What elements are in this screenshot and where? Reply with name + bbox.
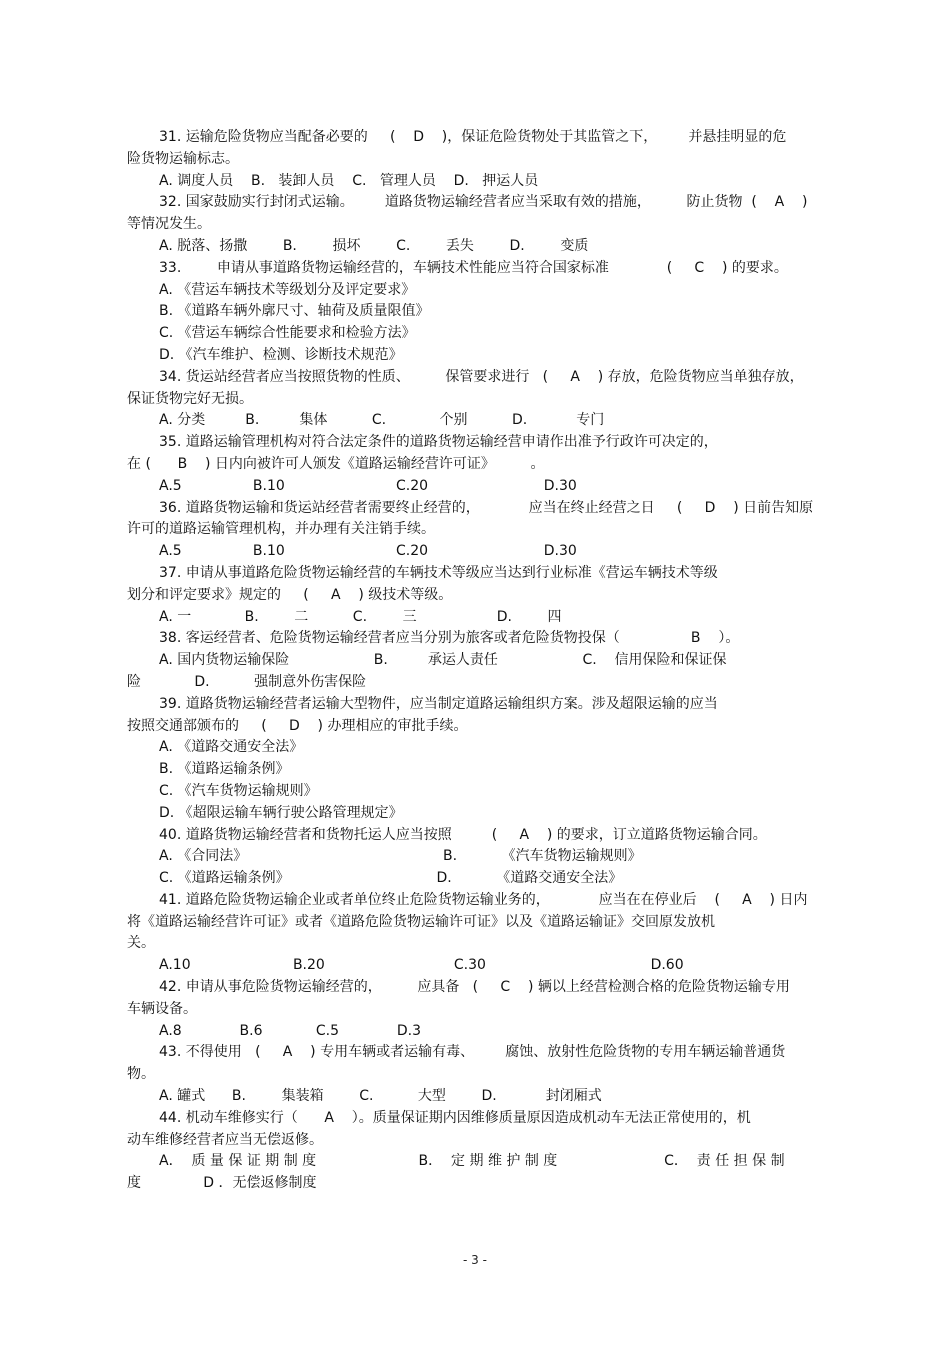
text-line: A. 罐式 B. 集装箱 C. 大型 D. 封闭厢式 <box>159 1088 602 1105</box>
text-line: A. 一 B. 二 C. 三 D. 四 <box>159 608 562 625</box>
text-line: 42. 申请从事危险货物运输经营的， 应具备 ( C ) 辆以上经营检测合格的危险货物运输专用 <box>159 979 790 996</box>
text-line: 40. 道路货物运输经营者和货物托运人应当按照 ( A ) 的要求，订立道路货物运输合同。 <box>159 826 767 843</box>
text-line: 物。 <box>127 1066 155 1083</box>
text-line: 险 D. 强制意外伤害保险 <box>127 673 367 690</box>
text-line: 44. 机动车维修实行（ A ）。质量保证期内因维修质量原因造成机动车无法正常使用的，机 <box>159 1109 751 1126</box>
text-line: A.5 B.10 C.20 D.30 <box>159 543 577 560</box>
text-line: C. 《道路运输条例》 D. 《道路交通安全法》 <box>159 870 623 887</box>
text-line: 在 ( B ) 日内向被许可人颁发《道路运输经营许可证》 。 <box>127 455 545 472</box>
text-line: A. 《合同法》 B. 《汽车货物运输规则》 <box>159 848 642 865</box>
text-line: 34. 货运站经营者应当按照货物的性质、 保管要求进行 ( A ) 存放，危险货物应当单独存放， <box>159 368 804 385</box>
text-line: A． 质 量 保 证 期 制 度 B． 定 期 维 护 制 度 C． 责 任 担 保 制 <box>159 1153 785 1170</box>
text-line: 保证货物完好无损。 <box>127 390 253 407</box>
text-line: A.5 B.10 C.20 D.30 <box>159 477 577 494</box>
text-line: 43. 不得使用 ( A ) 专用车辆或者运输有毒、 腐蚀、放射性危险货物的专用车辆运输普通货 <box>159 1044 786 1061</box>
text-line: A. 国内货物运输保险 B. 承运人责任 C. 信用保险和保证保 <box>159 652 727 669</box>
text-line: 37. 申请从事道路危险货物运输经营的车辆技术等级应当达到行业标准《营运车辆技术等级 <box>159 564 718 581</box>
text-line: A.10 B.20 C.30 D.60 <box>159 957 684 974</box>
page-number: - 3 - <box>463 1253 487 1267</box>
text-line: 39. 道路货物运输经营者运输大型物件，应当制定道路运输组织方案。涉及超限运输的应当 <box>159 695 718 712</box>
text-line: 按照交通部颁布的 ( D ) 办理相应的审批手续。 <box>127 717 468 734</box>
text-line: A. 《营运车辆技术等级划分及评定要求》 <box>159 281 416 298</box>
text-line: 35. 道路运输管理机构对符合法定条件的道路货物运输经营申请作出准予行政许可决定的， <box>159 434 718 451</box>
text-line: 32. 国家鼓励实行封闭式运输。 道路货物运输经营者应当采取有效的措施， 防止货物 ( A ) <box>159 194 808 211</box>
text-line: 车辆设备。 <box>127 1000 197 1017</box>
text-line: A. 分类 B. 集体 C. 个别 D. 专门 <box>159 412 605 429</box>
text-line: 31. 运输危险货物应当配备必要的 ( D )，保证危险货物处于其监管之下， 并悬挂明显的危 <box>159 129 787 145</box>
document-body <box>127 127 825 1195</box>
text-line: 度 D ．无偿返修制度 <box>127 1175 317 1192</box>
text-line: 36. 道路货物运输和货运站经营者需要终止经营的， 应当在终止经营之日 ( D ) 日前告知原 <box>159 499 814 516</box>
text-line: D. 《超限运输车辆行驶公路管理规定》 <box>159 804 403 821</box>
text-line: 动车维修经营者应当无偿返修。 <box>127 1131 323 1148</box>
text-line: 险货物运输标志。 <box>127 150 239 167</box>
text-line: 41. 道路危险货物运输企业或者单位终止危险货物运输业务的， 应当在在停业后 ( A ) 日内 <box>159 891 808 908</box>
text-line: 等情况发生。 <box>127 216 211 233</box>
text-line: 将《道路运输经营许可证》或者《道路危险货物运输许可证》以及《道路运输证》交回原发放机 <box>127 913 715 930</box>
text-line: 许可的道路运输管理机构，并办理有关注销手续。 <box>127 521 435 538</box>
text-line: A. 《道路交通安全法》 <box>159 739 304 756</box>
text-line: 划分和评定要求》规定的 ( A ) 级技术等级。 <box>127 586 453 603</box>
text-line: B. 《道路运输条例》 <box>159 761 290 778</box>
text-line: 33. 申请从事道路货物运输经营的，车辆技术性能应当符合国家标准 ( C ) 的要求。 <box>159 259 788 276</box>
text-line: A. 调度人员 B. 装卸人员 C. 管理人员 D. 押运人员 <box>159 172 539 189</box>
text-line: A.8 B.6 C.5 D.3 <box>159 1022 422 1039</box>
text-line: B. 《道路车辆外廓尺寸、轴荷及质量限值》 <box>159 303 430 320</box>
text-line: 38. 客运经营者、危险货物运输经营者应当分别为旅客或者危险货物投保（ B ）。 <box>159 630 740 647</box>
text-line: C. 《汽车货物运输规则》 <box>159 782 318 799</box>
text-line: D. 《汽车维护、检测、诊断技术规范》 <box>159 346 403 363</box>
text-line: 关。 <box>127 935 155 952</box>
text-line: A. 脱落、扬撒 B. 损坏 C. 丢失 D. 变质 <box>159 237 589 254</box>
text-line: C. 《营运车辆综合性能要求和检验方法》 <box>159 325 416 342</box>
